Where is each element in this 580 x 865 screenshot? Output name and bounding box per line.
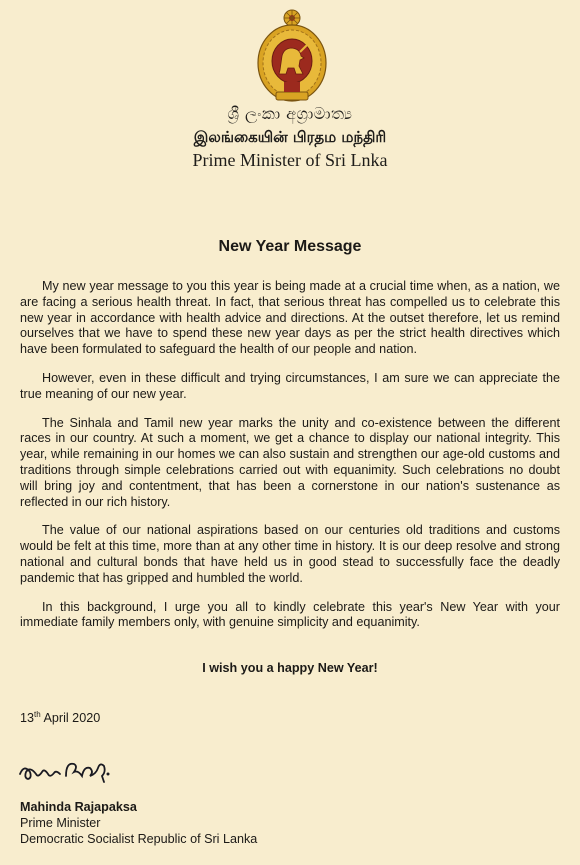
letter-date	[20, 710, 100, 725]
date-suffix: th	[34, 710, 41, 719]
paragraph-4: The value of our national aspirations based on our centuries old traditions and customs would be felt at this time, more than at any other time in history. It is our deep resolve and strong national and cultural bonds that have held us in good stead to successfully face the deadly pandemic that has gripped and humbled the world.	[20, 523, 560, 585]
letterhead-english: Prime Minister of Sri Lnka	[192, 150, 388, 170]
signatory-block	[20, 799, 257, 847]
paragraph-3: The Sinhala and Tamil new year marks the unity and co-existence between the different races in our country. At such a moment, we get a chance to display our national integrity. This year, while remaining in our homes we can also sustain and strengthen our age-old customs and traditions through simple celebrations carried out with equanimity. Such celebrations no doubt will bring joy and contentment, that has been a cornerstone in our nation's sustenance as reflected in our rich history.	[20, 415, 560, 509]
date-day: 13	[20, 711, 35, 726]
message-body	[20, 279, 560, 644]
signatory-position: Prime Minister	[20, 816, 101, 830]
signatory-country: Democratic Socialist Republic of Sri Lanka	[20, 832, 258, 846]
paragraph-2: However, even in these difficult and trying circumstances, I am sure we can appreciate the true meaning of our new year.	[20, 370, 560, 401]
letterhead-tamil: இலங்கையின் பிரதம மந்திரி	[193, 128, 387, 146]
letterhead-sinhala: ශ්‍රී ලංකා අග්‍රාමාත්‍ය	[227, 104, 353, 123]
message-title: New Year Message	[218, 238, 362, 255]
closing-greeting: I wish you a happy New Year!	[202, 661, 378, 675]
date-month-year: April 2020	[40, 711, 101, 726]
signatory-name: Mahinda Rajapaksa	[20, 800, 137, 814]
paragraph-5: In this background, I urge you all to kindly celebrate this year's New Year with your immediate family members only, with genuine simplicity and equanimity.	[20, 599, 560, 630]
signature-icon	[16, 752, 126, 788]
national-emblem-icon	[254, 8, 330, 106]
paragraph-1: My new year message to you this year is being made at a crucial time when, as a nation, we are facing a serious health threat. In fact, that serious threat has compelled us to celebrate this new year in accordance with health advice and directions. At the outset therefore, let us remind ourselves that we have to spend these new year days as per the strict health directives which have been formulated to safeguard the health of our people and nation.	[20, 279, 560, 357]
